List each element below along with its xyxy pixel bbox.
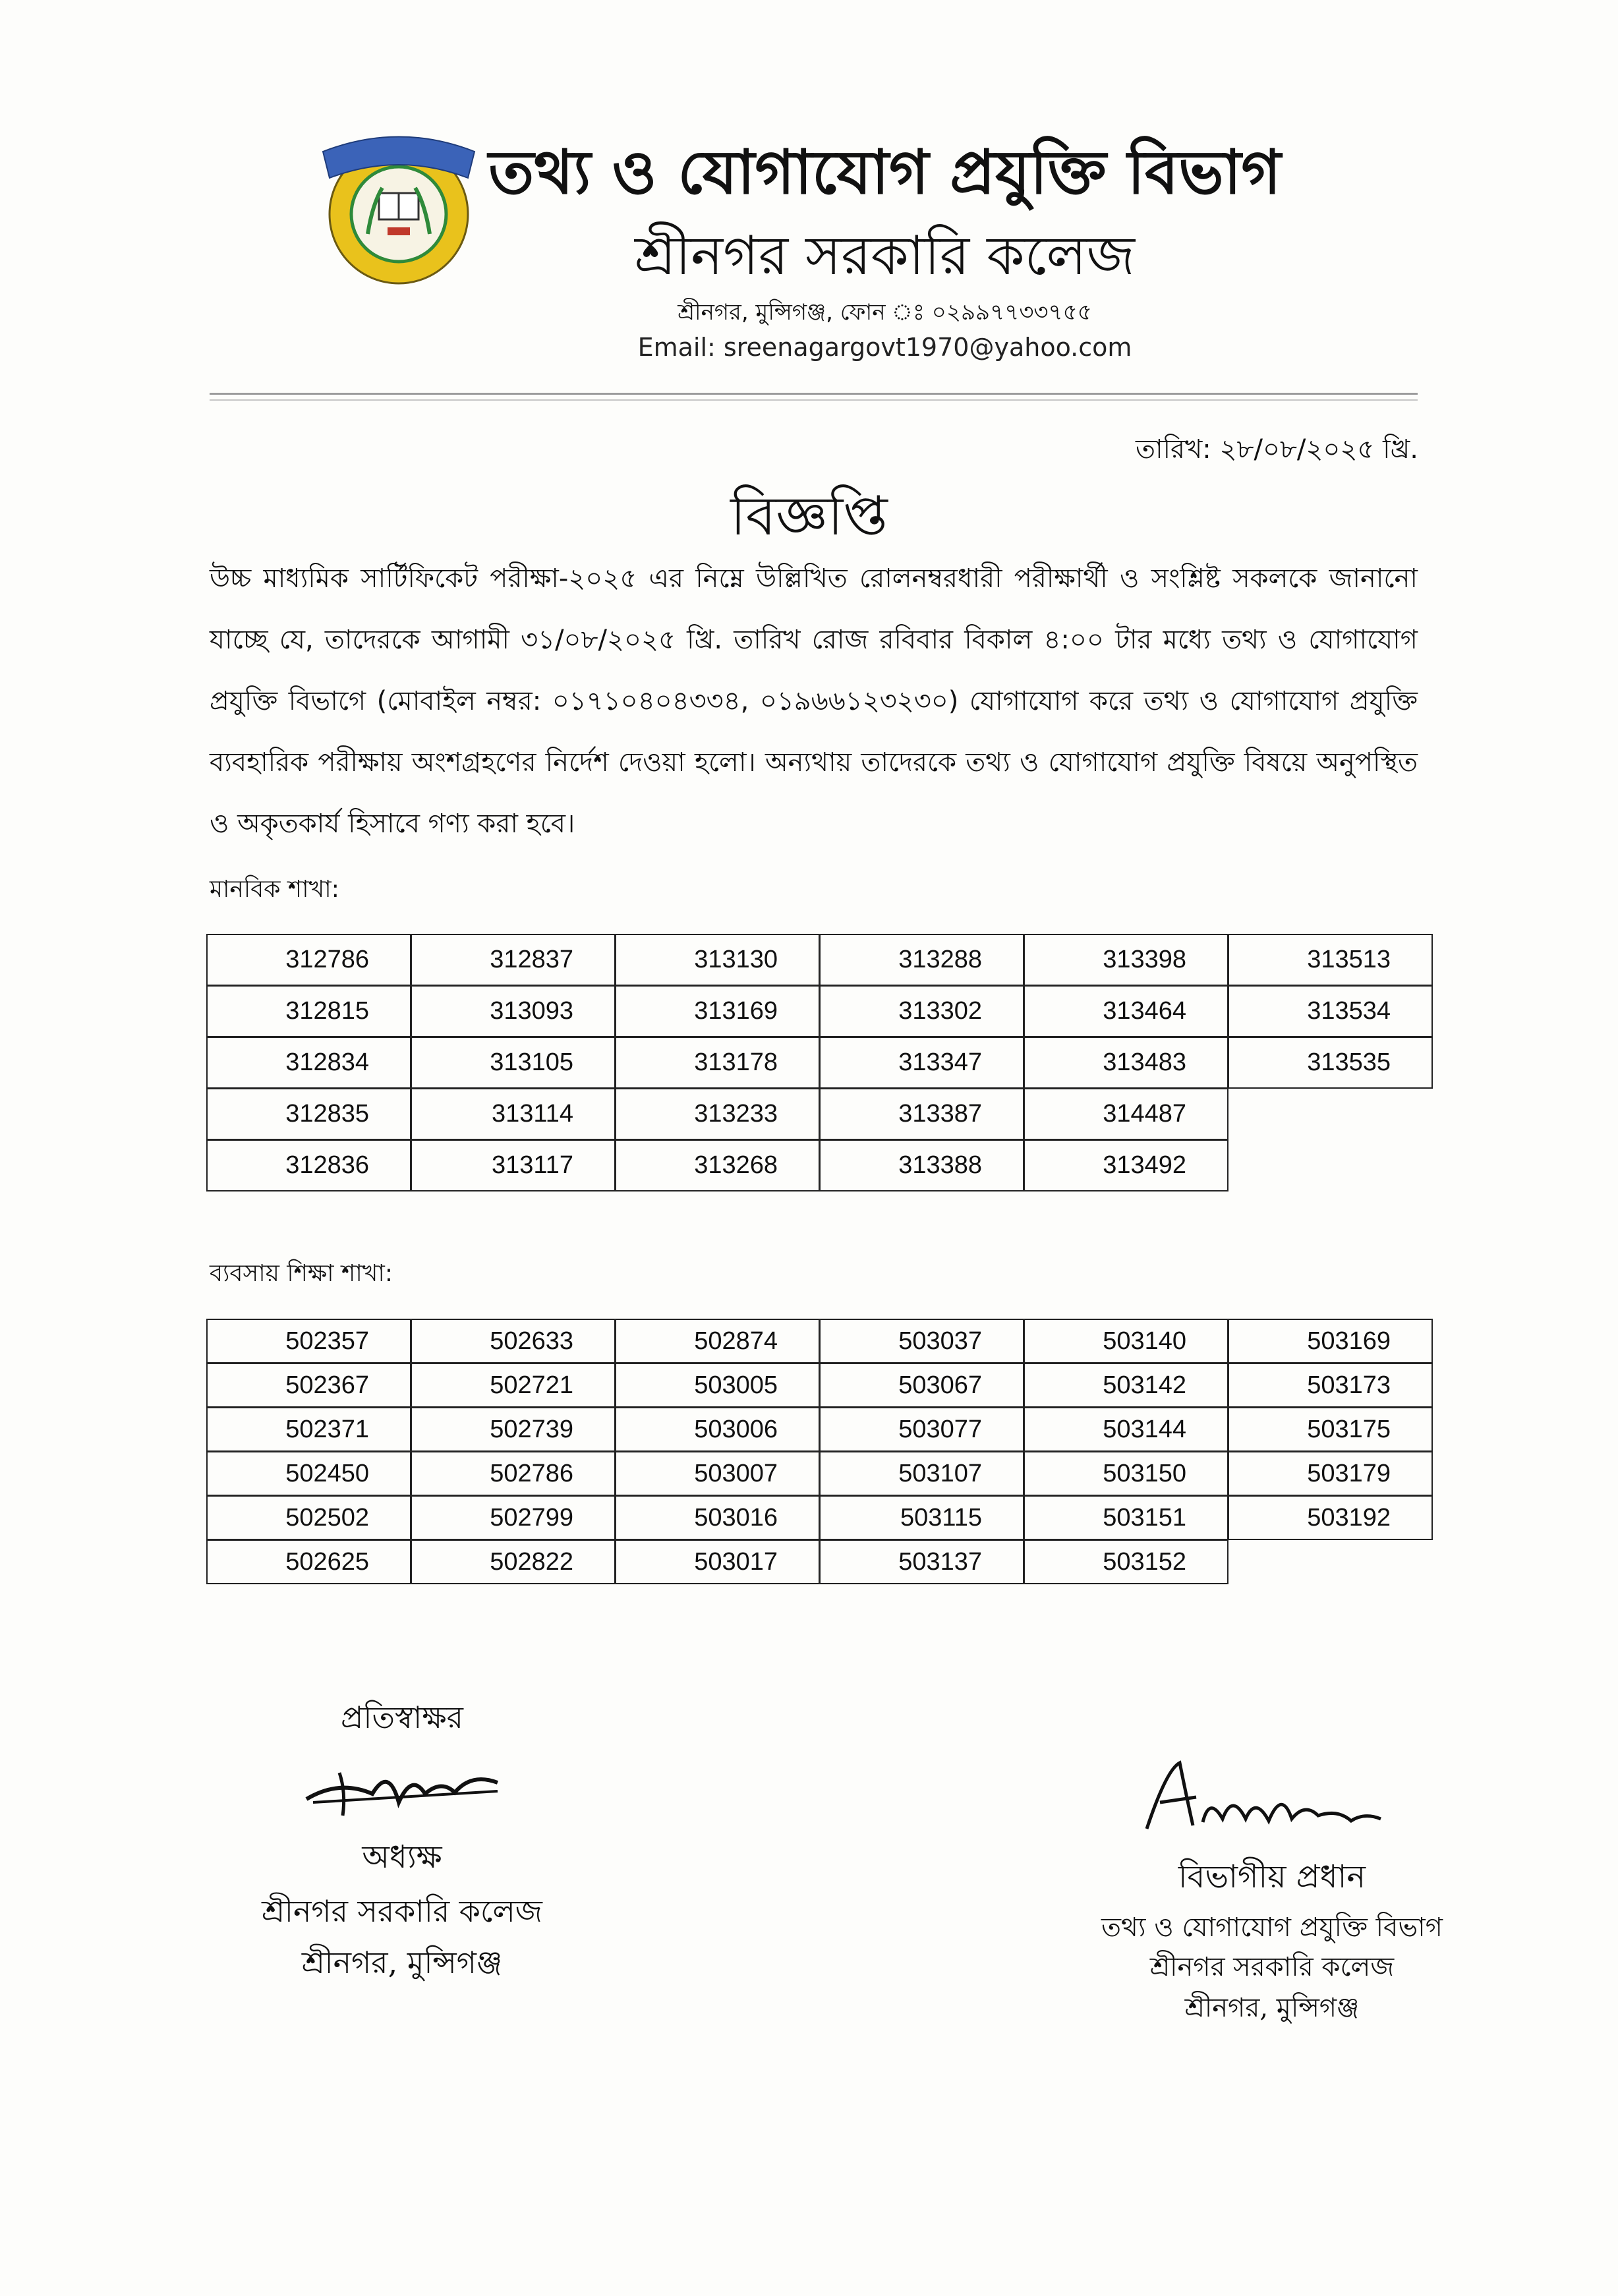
roll-number-cell: 503005 [615, 1363, 820, 1408]
roll-number-cell: 312815 [206, 985, 411, 1037]
roll-number-cell: 312837 [411, 934, 616, 986]
roll-number-cell: 313288 [819, 934, 1024, 986]
roll-number-cell: 313347 [819, 1037, 1024, 1089]
roll-number-cell: 502786 [411, 1451, 616, 1496]
college-email: Email: sreenagargovt1970@yahoo.com [637, 333, 1132, 362]
department-head-signature [1140, 1756, 1391, 1842]
humanities-roll-table [207, 934, 1433, 1191]
roll-number-cell: 313268 [615, 1139, 820, 1191]
roll-number-cell: 502874 [615, 1319, 820, 1363]
roll-number-cell: 502357 [206, 1319, 411, 1363]
roll-number-cell: 502799 [411, 1495, 616, 1540]
notice-date: তারিখ: ২৮/০৮/২০২৫ খ্রি. [1135, 434, 1418, 465]
roll-number-cell: 503179 [1228, 1451, 1433, 1496]
header-divider-secondary [210, 399, 1418, 401]
roll-number-cell: 502367 [206, 1363, 411, 1408]
roll-number-cell: 503115 [819, 1495, 1024, 1540]
roll-number-cell: 503007 [615, 1451, 820, 1496]
roll-number-cell: 313114 [411, 1088, 616, 1140]
roll-number-cell: 502739 [411, 1407, 616, 1452]
department-head-location: শ্রীনগর, মুন্সিগঞ্জ [1184, 1993, 1360, 2023]
roll-number-cell: 313302 [819, 985, 1024, 1037]
roll-number-cell: 314487 [1024, 1088, 1228, 1140]
roll-number-cell: 313388 [819, 1139, 1024, 1191]
roll-number-cell: 312836 [206, 1139, 411, 1191]
roll-number-cell: 503006 [615, 1407, 820, 1452]
roll-number-cell: 503142 [1024, 1363, 1228, 1408]
roll-number-cell: 313513 [1228, 934, 1433, 986]
roll-number-cell: 313464 [1024, 985, 1228, 1037]
roll-number-cell: 503077 [819, 1407, 1024, 1452]
roll-number-cell: 313535 [1228, 1037, 1433, 1089]
roll-number-cell [1228, 1139, 1433, 1191]
principal-signature [300, 1753, 511, 1825]
roll-number-cell: 312835 [206, 1088, 411, 1140]
roll-number-cell: 313093 [411, 985, 616, 1037]
principal-title: অধ্যক্ষ [362, 1839, 442, 1876]
department-title: তথ্য ও যোগাযোগ প্রযুক্তি বিভাগ [488, 136, 1281, 208]
roll-number-cell: 503067 [819, 1363, 1024, 1408]
countersign-label: প্রতিস্বাক্ষর [341, 1700, 463, 1735]
business-roll-table [207, 1319, 1433, 1584]
roll-number-cell: 312786 [206, 934, 411, 986]
roll-number-cell: 313105 [411, 1037, 616, 1089]
roll-number-cell: 502371 [206, 1407, 411, 1452]
college-address: শ্রীনগর, মুন্সিগঞ্জ, ফোন ঃ ০২৯৯৭৭৩৩৭৫৫ [678, 299, 1092, 326]
business-section-label: ব্যবসায় শিক্ষা শাখা: [210, 1260, 393, 1287]
principal-college: শ্রীনগর সরকারি কলেজ [262, 1893, 542, 1929]
roll-number-cell: 503169 [1228, 1319, 1433, 1363]
roll-number-cell: 502633 [411, 1319, 616, 1363]
roll-number-cell: 502502 [206, 1495, 411, 1540]
roll-number-cell: 313233 [615, 1088, 820, 1140]
roll-number-cell: 503192 [1228, 1495, 1433, 1540]
roll-number-cell: 503107 [819, 1451, 1024, 1496]
roll-number-cell: 312834 [206, 1037, 411, 1089]
roll-number-cell: 313387 [819, 1088, 1024, 1140]
roll-number-cell: 503037 [819, 1319, 1024, 1363]
roll-number-cell: 502822 [411, 1539, 616, 1584]
roll-number-cell: 313130 [615, 934, 820, 986]
humanities-section-label: মানবিক শাখা: [210, 876, 339, 903]
roll-number-cell: 313117 [411, 1139, 616, 1191]
roll-number-cell: 502625 [206, 1539, 411, 1584]
roll-number-cell: 503016 [615, 1495, 820, 1540]
roll-number-cell: 503144 [1024, 1407, 1228, 1452]
roll-number-cell: 503175 [1228, 1407, 1433, 1452]
college-name: শ্রীনগর সরকারি কলেজ [635, 225, 1135, 287]
header-divider [210, 393, 1418, 395]
roll-number-cell: 313169 [615, 985, 820, 1037]
roll-number-cell: 313178 [615, 1037, 820, 1089]
notice-body: উচ্চ মাধ্যমিক সার্টিফিকেট পরীক্ষা-২০২৫ এর নিম্নে উল্লিখিত রোলনম্বরধারী পরীক্ষার্থী ও সংশ্লিষ্ট সকলকে জানানো যাচ্ছে যে, তাদেরকে আগামী ৩১/০৮/২০২৫ খ্রি. তারিখ রোজ রবিবার বিকাল ৪:০০ টার মধ্যে তথ্য ও যোগাযোগ প্রযুক্তি বিভাগে (মোবাইল নম্বর: ০১৭১০৪০৪৩৩৪, ০১৯৬৬১২৩২৩০) যোগাযোগ করে তথ্য ও যোগাযোগ প্রযুক্তি ব্যবহারিক পরীক্ষায় অংশগ্রহণের নির্দেশ দেওয়া হলো। অন্যথায় তাদেরকে তথ্য ও যোগাযোগ প্রযুক্তি বিষয়ে অনুপস্থিত ও অকৃতকার্য হিসাবে গণ্য করা হবে। [210, 563, 1418, 839]
roll-number-cell: 503152 [1024, 1539, 1228, 1584]
roll-number-cell: 313398 [1024, 934, 1228, 986]
department-head-title: বিভাগীয় প্রধান [1178, 1858, 1366, 1895]
roll-number-cell: 313483 [1024, 1037, 1228, 1089]
roll-number-cell: 502450 [206, 1451, 411, 1496]
department-head-college: শ্রীনগর সরকারি কলেজ [1149, 1952, 1395, 1982]
roll-number-cell [1228, 1088, 1433, 1140]
roll-number-cell: 502721 [411, 1363, 616, 1408]
roll-number-cell: 313492 [1024, 1139, 1228, 1191]
roll-number-cell: 503140 [1024, 1319, 1228, 1363]
roll-number-cell: 503137 [819, 1539, 1024, 1584]
notice-title: বিজ্ঞপ্তি [730, 485, 888, 548]
department-head-department: তথ্য ও যোগাযোগ প্রযুক্তি বিভাগ [1101, 1912, 1443, 1943]
roll-number-cell [1228, 1539, 1433, 1584]
principal-location: শ্রীনগর, মুন্সিগঞ্জ [301, 1945, 503, 1980]
roll-number-cell: 503173 [1228, 1363, 1433, 1408]
roll-number-cell: 503017 [615, 1539, 820, 1584]
roll-number-cell: 503151 [1024, 1495, 1228, 1540]
roll-number-cell: 313534 [1228, 985, 1433, 1037]
roll-number-cell: 503150 [1024, 1451, 1228, 1496]
